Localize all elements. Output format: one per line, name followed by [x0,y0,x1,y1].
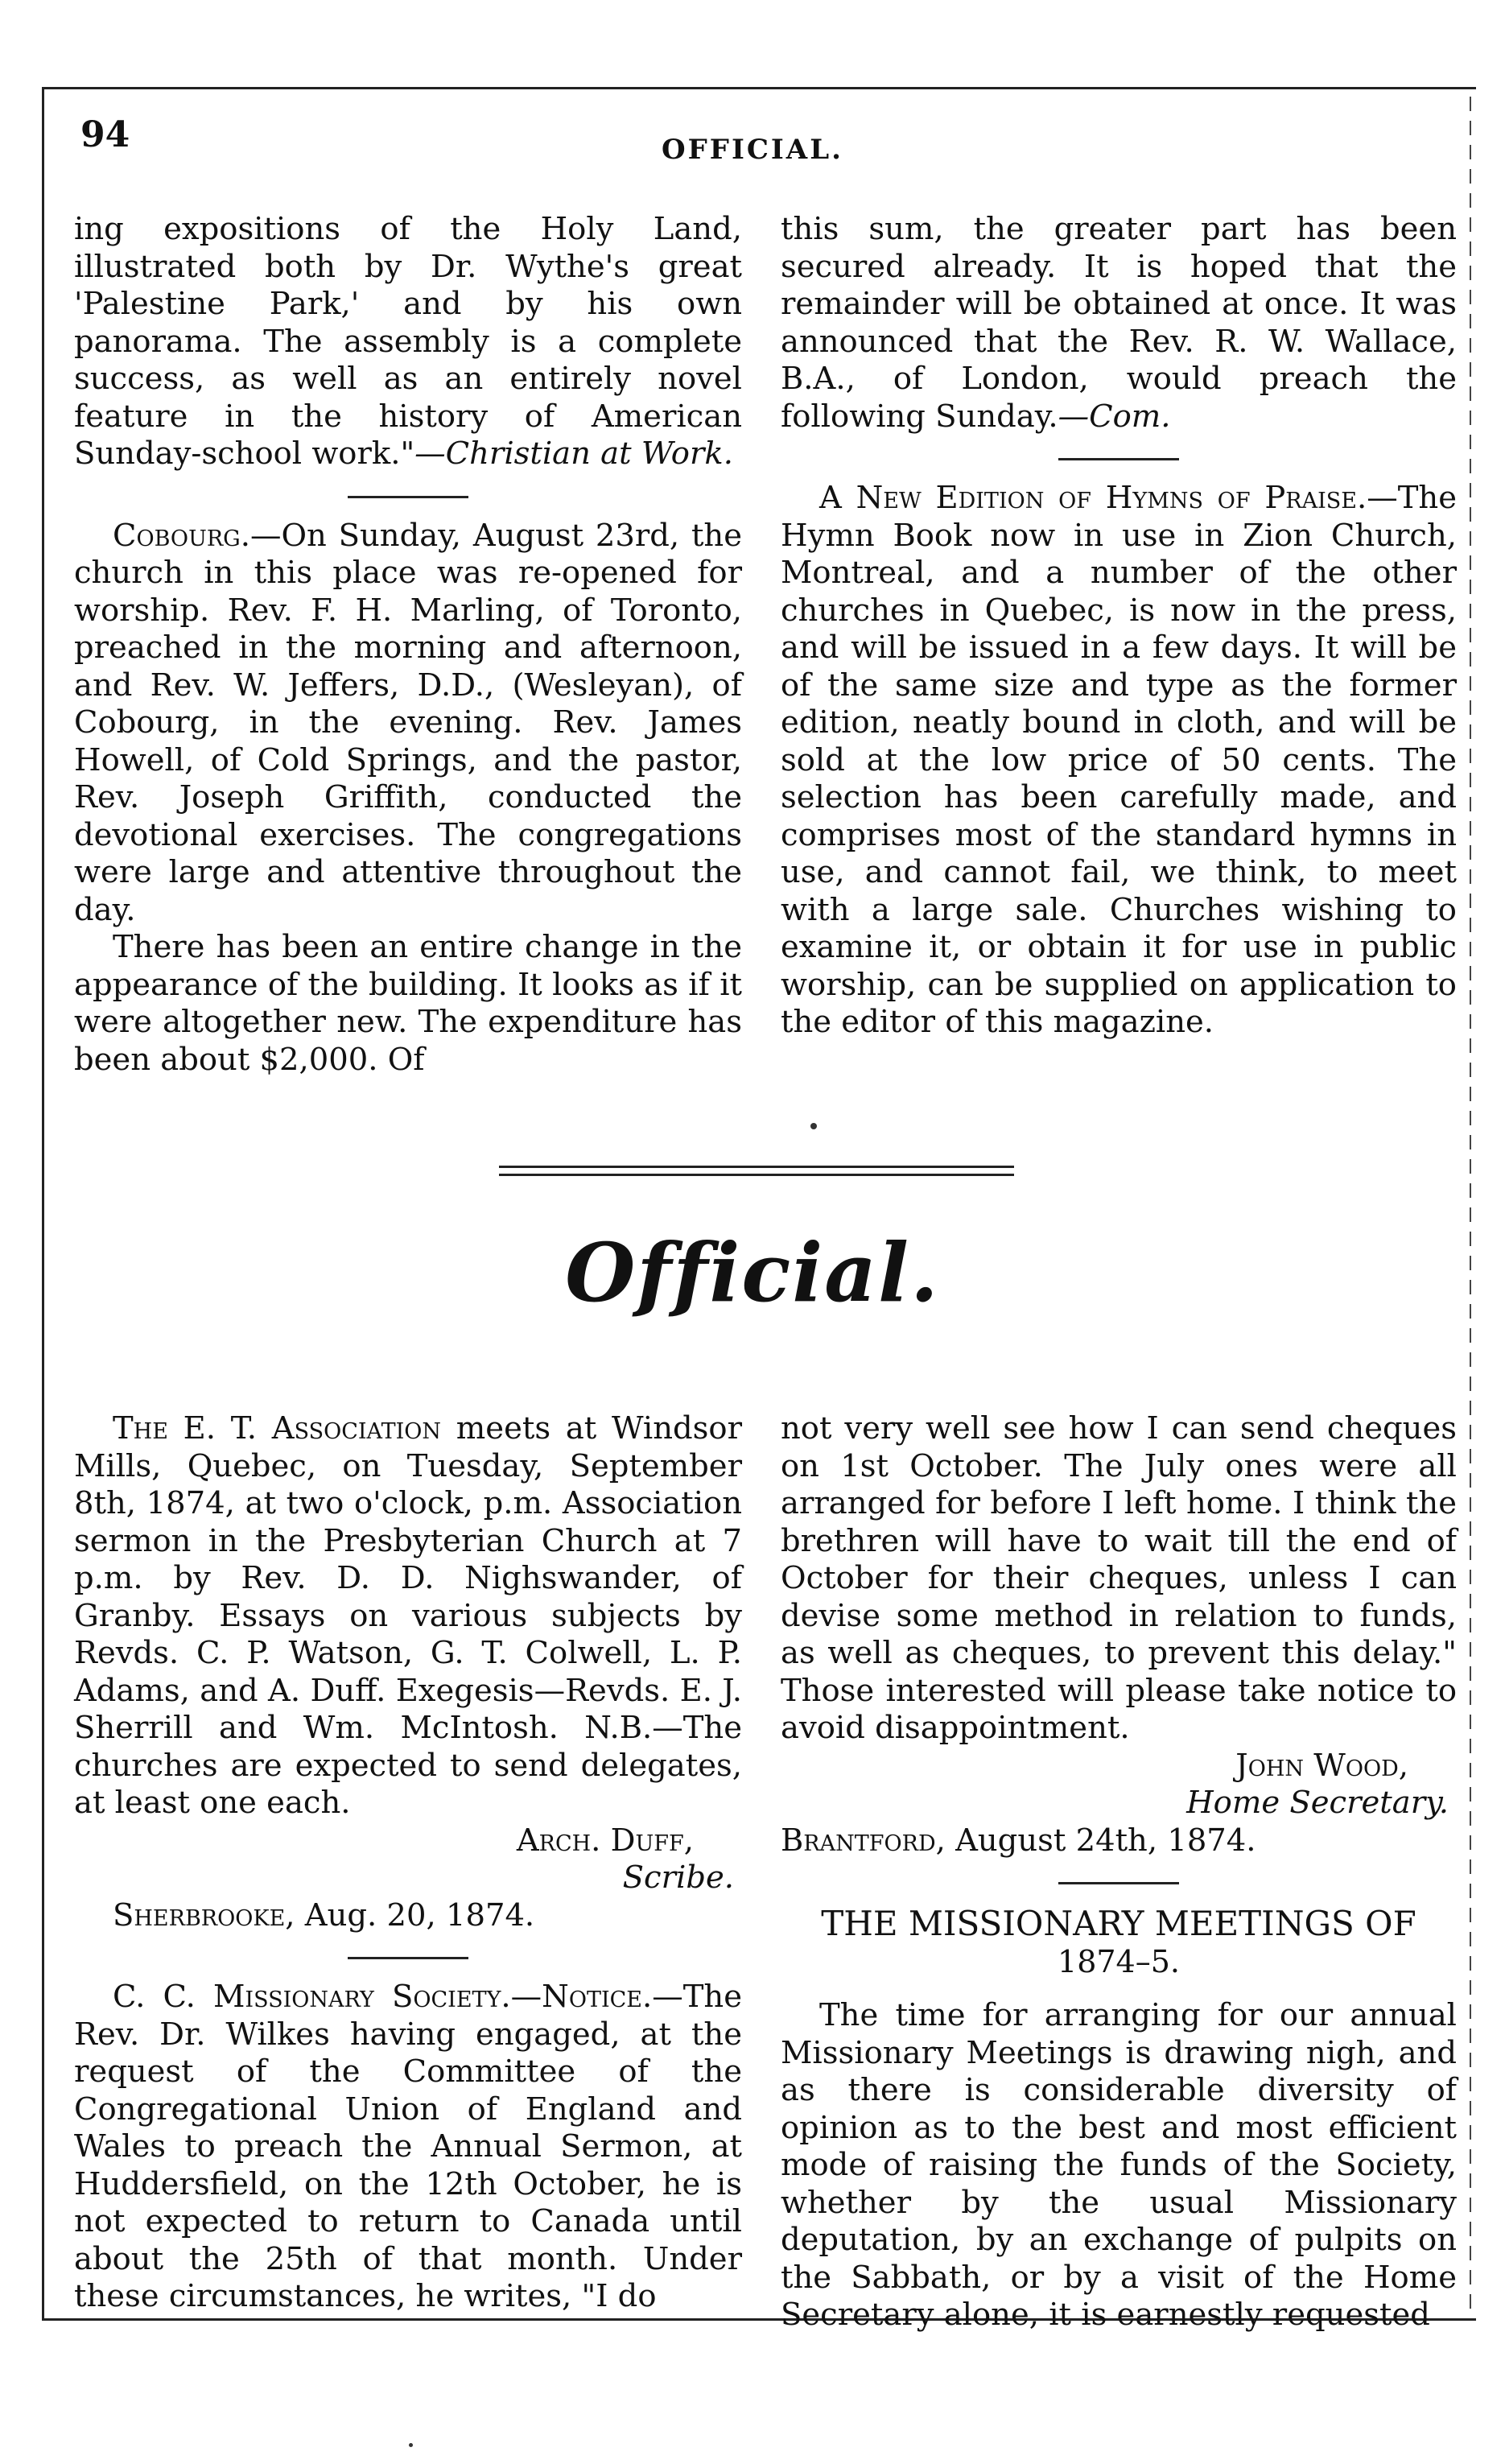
et-association-paragraph: The E. T. Association meets at Windsor Mills, Quebec, on Tuesday, September 8th, 1874, at two o'clock, p.m. Association sermon in the Presbyterian Church at 7 p.m. by Rev. D. D. Nighswander, of Granby. Essays on various subjects by Revds. C. P. Watson, G. T. Colwell, L. P. Adams, and A. Duff. Exegesis—Revds. E. J. Sherrill and Wm. McIntosh. N.B.—The churches are expected to send delegates, at least one each. [74,1410,742,1821]
bottom-left-column [74,1410,742,2316]
dateline-brantford: Brantford, August 24th, 1874. [781,1822,1256,1859]
sum-paragraph: this sum, the greater part has been secured already. It is hoped that the remainder will be obtained at once. It was announced that the Rev. R. W. Wallace, B.A., of London, would preach the following Sunday.—Com. [781,211,1457,435]
missionary-meetings-heading: THE MISSIONARY MEETINGS OF [821,1904,1416,1943]
ink-speck [409,2443,413,2447]
running-head: OFFICIAL. [662,134,843,166]
signature-role-scribe: Scribe. [622,1859,734,1896]
expositions-source: —Christian at Work. [414,435,733,472]
page-border-right [1470,97,1471,2318]
top-left-column [74,211,742,1079]
expositions-paragraph: ing expositions of the Holy Land, illustrated both by Dr. Wythe's great 'Palestine Park,' and by his own panorama. The assembly is a complete success, as well as an entirely novel feature in the history of American Sunday-school work."—Christian at Work. [74,211,742,472]
page-number: 94 [80,114,130,155]
dateline-sherbrooke: Sherbrooke, Aug. 20, 1874. [113,1896,535,1934]
section-rule-lower [499,1174,1014,1176]
section-heading-official: Official. [565,1225,940,1320]
missionary-meetings-paragraph: The time for arranging for our annual Missionary Meetings is drawing nigh, and as there is considerable diversity of opinion as to the best and most efficient mode of raising the funds of the Society, whether by the usual Missionary deputation, by an exchange of pulpits on the Sabbath, or by a visit of the Home Secretary alone, it is earnestly requested [781,1997,1457,2333]
ccms-notice-lead: C. C. Missionary Society.—Notice. [113,1979,653,2015]
section-rule-upper [499,1166,1014,1168]
et-association-lead: The E. T. Association [113,1410,442,1447]
hymns-lead: A New Edition of Hymns of Praise. [819,480,1367,516]
top-right-column [781,211,1457,1042]
page-border-left [42,87,44,2321]
signature-arch-duff: Arch. Duff, [516,1822,694,1859]
cobourg-lead: Cobourg. [113,517,250,554]
short-rule [1058,1882,1179,1884]
cobourg-paragraph-2: There has been an entire change in the appearance of the building. It looks as if it were altogether new. The expenditure has been about $2,000. Of [74,929,742,1078]
short-rule [1058,458,1179,460]
missionary-meetings-year: 1874–5. [1058,1944,1180,1979]
cobourg-paragraph: Cobourg.—On Sunday, August 23rd, the church in this place was re-opened for worship. Rev. F. H. Marling, of Toronto, preached in the morning and afternoon, and Rev. W. Jeffers, D.D., (Wesleyan), of Cobourg, in the evening. Rev. James Howell, of Cold Springs, and the pastor, Rev. Joseph Griffith, conducted the devotional exercises. The congregations were large and attentive throughout the day. [74,517,742,928]
page-border-top [42,87,1476,89]
signature-john-wood: John Wood, [1235,1747,1408,1784]
cheques-paragraph: not very well see how I can send cheques on 1st October. The July ones were all arranged for before I left home. I think the brethren will have to wait till the end of October for their cheques, unless I can devise some method in relation to funds, as well as cheques, to prevent this delay." Those interested will please take notice to avoid disappointment. [781,1410,1457,1746]
bottom-right-column [781,1410,1457,2334]
hymns-paragraph: A New Edition of Hymns of Praise.—The Hymn Book now in use in Zion Church, Montreal, and a number of the other churches in Quebec, is now in the press, and will be issued in a few days. It will be of the same size and type as the former edition, neatly bound in cloth, and will be sold at the low price of 50 cents. The selection has been carefully made, and comprises most of the standard hymns in use, and cannot fail, we think, to meet with a large sale. Churches wishing to examine it, or obtain it for use in public worship, can be supplied on application to the editor of this magazine. [781,480,1457,1040]
ink-speck [810,1123,817,1129]
signature-role-home-secretary: Home Secretary. [1186,1785,1449,1821]
short-rule [348,496,468,498]
ccms-notice-paragraph: C. C. Missionary Society.—Notice.—The Rev. Dr. Wilkes having engaged, at the request of the Committee of the Congregational Union of England and Wales to preach the Annual Sermon, at Huddersfield, on the 12th October, he is not expected to return to Canada until about the 25th of that month. Under these circumstances, he writes, "I do [74,1979,742,2314]
sum-source: —Com. [1058,398,1171,435]
short-rule [348,1957,468,1959]
